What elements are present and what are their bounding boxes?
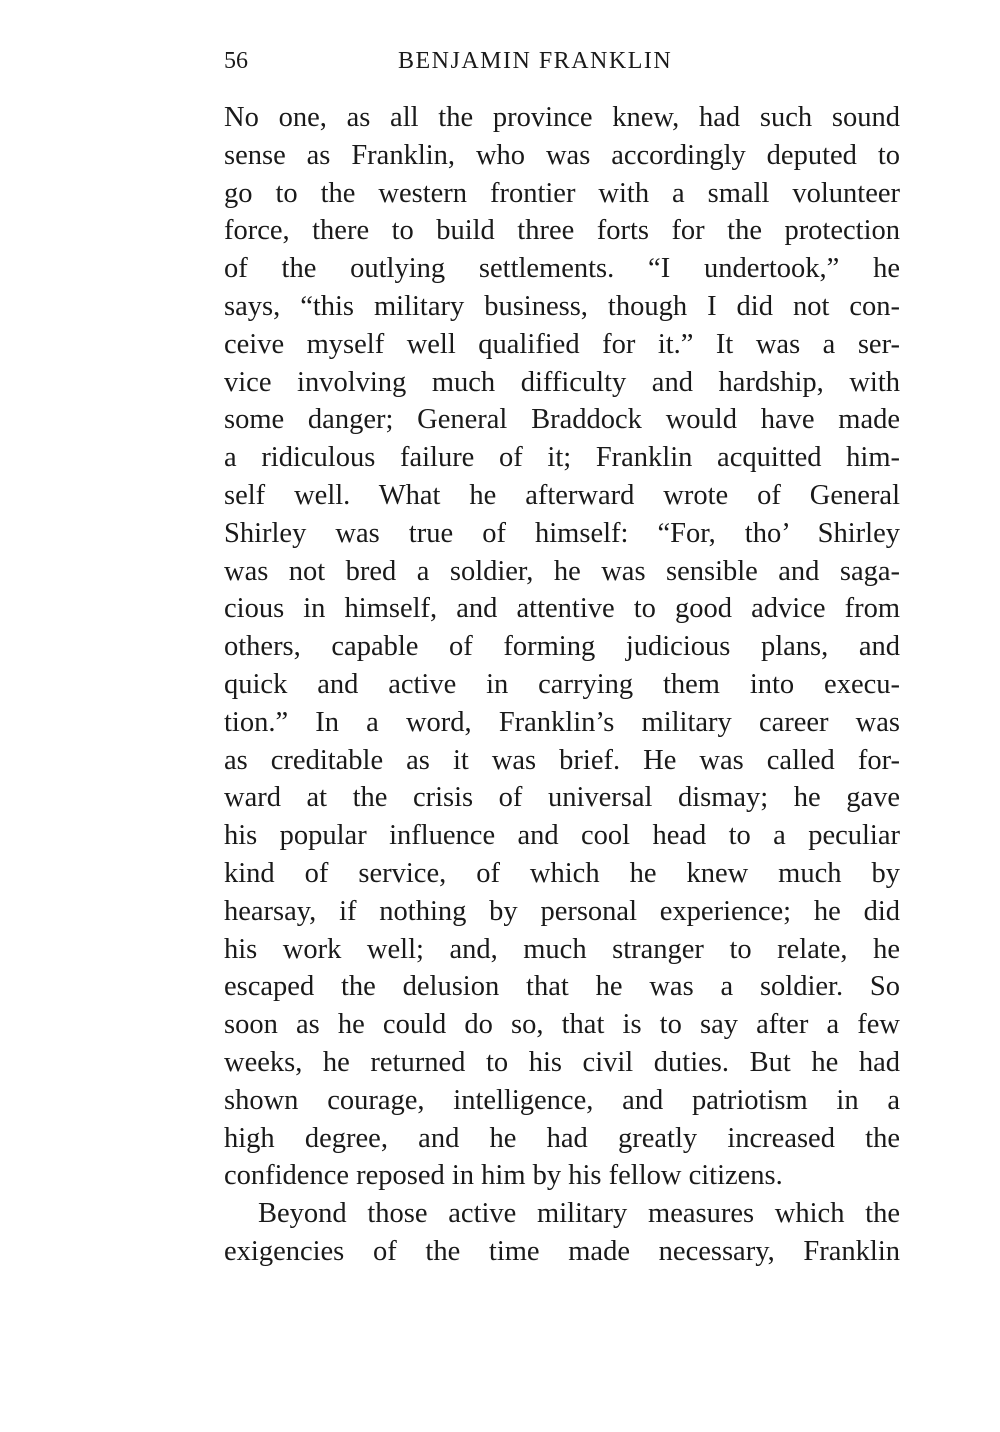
text-line: ward at the crisis of universal dismay; he gave <box>224 782 900 814</box>
text-line: vice involving much difficulty and hardship, with <box>224 366 900 398</box>
text-line: sense as Franklin, who was accordingly deputed to <box>224 139 900 171</box>
text-line: escaped the delusion that he was a soldier. So <box>224 971 900 1003</box>
text-line: his work well; and, much stranger to relate, he <box>224 933 900 965</box>
text-line: says, “this military business, though I did not con- <box>224 290 900 322</box>
text-line: high degree, and he had greatly increased the <box>224 1122 900 1154</box>
text-line: his popular influence and cool head to a peculiar <box>224 820 900 852</box>
text-line: was not bred a soldier, he was sensible and saga- <box>224 555 900 587</box>
body-text <box>224 99 900 1271</box>
running-title: BENJAMIN FRANKLIN <box>398 48 673 74</box>
text-line: force, there to build three forts for the protection <box>224 215 900 247</box>
text-line: Shirley was true of himself: “For, tho’ Shirley <box>224 517 900 549</box>
text-line: others, capable of forming judicious plans, and <box>224 631 900 663</box>
text-line: No one, as all the province knew, had such sound <box>224 102 900 133</box>
text-line: quick and active in carrying them into execu- <box>224 668 900 700</box>
running-head <box>224 44 900 78</box>
text-line: hearsay, if nothing by personal experience; he did <box>224 895 900 927</box>
paragraph-start-line: Beyond those active military measures which the <box>258 1198 900 1230</box>
text-line: a ridiculous failure of it; Franklin acquitted him- <box>224 442 900 474</box>
text-line: tion.” In a word, Franklin’s military career was <box>224 706 900 738</box>
text-line: some danger; General Braddock would have made <box>224 404 900 436</box>
paragraph-end-line: confidence reposed in him by his fellow citizens. <box>224 1160 783 1192</box>
text-line: cious in himself, and attentive to good advice from <box>224 593 900 625</box>
text-line: weeks, he returned to his civil duties. But he had <box>224 1046 900 1078</box>
text-line: of the outlying settlements. “I undertook,” he <box>224 253 900 285</box>
text-line: soon as he could do so, that is to say after a few <box>224 1009 900 1041</box>
text-line: self well. What he afterward wrote of General <box>224 479 900 511</box>
text-line: ceive myself well qualified for it.” It was a ser- <box>224 328 900 360</box>
page-number: 56 <box>224 48 248 74</box>
text-line: as creditable as it was brief. He was called for- <box>224 744 900 776</box>
text-line: go to the western frontier with a small volunteer <box>224 177 900 209</box>
text-line: exigencies of the time made necessary, Franklin <box>224 1235 900 1267</box>
text-line: shown courage, intelligence, and patriotism in a <box>224 1084 900 1116</box>
text-line: kind of service, of which he knew much by <box>224 857 900 889</box>
